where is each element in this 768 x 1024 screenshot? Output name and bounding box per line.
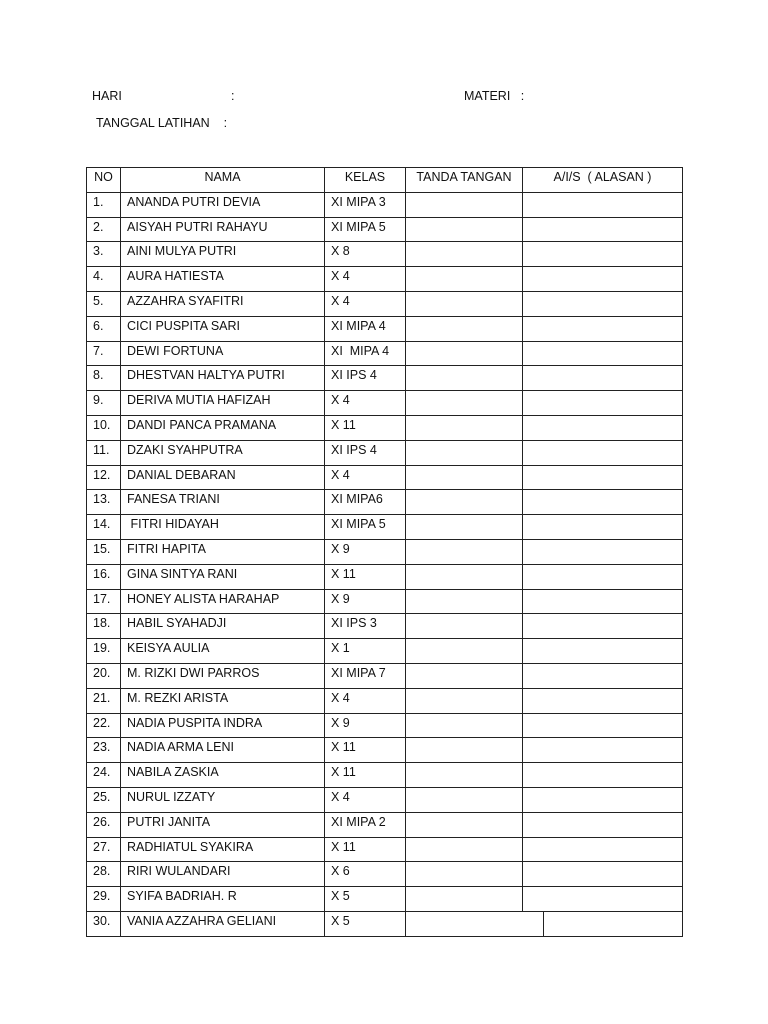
row-ais-alasan [523, 217, 683, 242]
row-no: 27. [87, 837, 121, 862]
row-tanda-tangan [406, 192, 523, 217]
table-row [87, 862, 683, 887]
hari-label: HARI [92, 89, 122, 103]
row-no: 29. [87, 887, 121, 912]
row-kelas: XI MIPA 5 [325, 515, 406, 540]
row-kelas: X 11 [325, 415, 406, 440]
row-tanda-tangan [406, 490, 523, 515]
table-row [87, 713, 683, 738]
tanggal-latihan-label: TANGGAL LATIHAN : [96, 116, 228, 130]
row-kelas: XI IPS 4 [325, 440, 406, 465]
row-ais-alasan [523, 316, 683, 341]
row-nama: CICI PUSPITA SARI [121, 316, 325, 341]
attendance-table [86, 167, 683, 937]
row-kelas: X 4 [325, 291, 406, 316]
row-nama: M. REZKI ARISTA [121, 688, 325, 713]
row-no: 30. [87, 911, 121, 936]
row-tanda-tangan [406, 242, 523, 267]
table-row [87, 341, 683, 366]
row-kelas: X 9 [325, 539, 406, 564]
row-nama: NURUL IZZATY [121, 787, 325, 812]
row-no: 28. [87, 862, 121, 887]
table-row [87, 812, 683, 837]
table-row [87, 564, 683, 589]
row-nama: AINI MULYA PUTRI [121, 242, 325, 267]
row-tanda-tangan [406, 787, 523, 812]
table-row [87, 217, 683, 242]
row-nama: DHESTVAN HALTYA PUTRI [121, 366, 325, 391]
row-ais-alasan [523, 490, 683, 515]
row-tanda-tangan [406, 391, 523, 416]
row-tanda-tangan [406, 639, 523, 664]
row-ais-alasan [523, 291, 683, 316]
table-row [87, 291, 683, 316]
row-no: 9. [87, 391, 121, 416]
row-no: 23. [87, 738, 121, 763]
row-ais-alasan [523, 366, 683, 391]
row-no: 7. [87, 341, 121, 366]
row-ais-alasan [523, 415, 683, 440]
table-row [87, 911, 683, 936]
row-tanda-tangan [406, 589, 523, 614]
table-row [87, 887, 683, 912]
row-kelas: X 11 [325, 564, 406, 589]
row-kelas: X 11 [325, 738, 406, 763]
row-tanda-tangan [406, 763, 523, 788]
row-tanda-tangan [406, 887, 523, 912]
row-nama: DANIAL DEBARAN [121, 465, 325, 490]
row-nama: ANANDA PUTRI DEVIA [121, 192, 325, 217]
table-row [87, 763, 683, 788]
row-tanda-tangan [406, 539, 523, 564]
row-no: 17. [87, 589, 121, 614]
row-tanda-tangan [406, 663, 523, 688]
row-kelas: X 5 [325, 887, 406, 912]
row-ais-alasan [523, 688, 683, 713]
row-no: 22. [87, 713, 121, 738]
row-ais-alasan [523, 589, 683, 614]
row-ais-alasan [523, 391, 683, 416]
row-kelas: XI IPS 4 [325, 366, 406, 391]
row-no: 6. [87, 316, 121, 341]
row-ais-alasan [523, 614, 683, 639]
row-kelas: X 4 [325, 267, 406, 292]
row-tanda-tangan [406, 267, 523, 292]
row-kelas: XI MIPA6 [325, 490, 406, 515]
row-kelas: X 4 [325, 391, 406, 416]
row-tanda-tangan [406, 465, 523, 490]
materi-label: MATERI : [464, 89, 525, 103]
row-nama: SYIFA BADRIAH. R [121, 887, 325, 912]
row-tanda-tangan [406, 440, 523, 465]
row-no: 11. [87, 440, 121, 465]
table-row [87, 837, 683, 862]
row-no: 24. [87, 763, 121, 788]
col-header-no: NO [87, 168, 121, 193]
row-nama: AZZAHRA SYAFITRI [121, 291, 325, 316]
table-header-row [87, 168, 683, 193]
table-row [87, 787, 683, 812]
row-kelas: X 5 [325, 911, 406, 936]
row-no: 4. [87, 267, 121, 292]
row-no: 16. [87, 564, 121, 589]
row-no: 25. [87, 787, 121, 812]
row-nama: NABILA ZASKIA [121, 763, 325, 788]
row-nama: DZAKI SYAHPUTRA [121, 440, 325, 465]
table-row [87, 465, 683, 490]
row-nama: PUTRI JANITA [121, 812, 325, 837]
row-no: 12. [87, 465, 121, 490]
row-nama: HABIL SYAHADJI [121, 614, 325, 639]
row-tanda-tangan [406, 217, 523, 242]
row-ais-alasan [523, 564, 683, 589]
row-ais-alasan [523, 465, 683, 490]
row-kelas: XI MIPA 4 [325, 341, 406, 366]
row-nama: RIRI WULANDARI [121, 862, 325, 887]
row-no: 20. [87, 663, 121, 688]
row-ais-alasan [523, 515, 683, 540]
row-ais-alasan [523, 192, 683, 217]
row-no: 13. [87, 490, 121, 515]
cell-divider [543, 912, 544, 936]
row-no: 26. [87, 812, 121, 837]
table-row [87, 614, 683, 639]
row-nama: GINA SINTYA RANI [121, 564, 325, 589]
row-nama: KEISYA AULIA [121, 639, 325, 664]
row-tanda-tangan [406, 688, 523, 713]
table-row [87, 267, 683, 292]
row-kelas: X 9 [325, 713, 406, 738]
row-no: 10. [87, 415, 121, 440]
row-ais-alasan [523, 539, 683, 564]
table-row [87, 440, 683, 465]
row-ais-alasan [523, 341, 683, 366]
row-tanda-tangan [406, 713, 523, 738]
row-ais-alasan [523, 738, 683, 763]
row-nama: NADIA ARMA LENI [121, 738, 325, 763]
row-no: 3. [87, 242, 121, 267]
col-header-ais-alasan: A/I/S ( ALASAN ) [523, 168, 683, 193]
row-no: 21. [87, 688, 121, 713]
table-row [87, 316, 683, 341]
row-no: 14. [87, 515, 121, 540]
row-tanda-tangan [406, 862, 523, 887]
table-row [87, 415, 683, 440]
row-nama: DEWI FORTUNA [121, 341, 325, 366]
table-row [87, 515, 683, 540]
row-kelas: X 1 [325, 639, 406, 664]
col-header-kelas: KELAS [325, 168, 406, 193]
row-tanda-tangan [406, 614, 523, 639]
row-signature-reason-cell [406, 911, 683, 936]
table-row [87, 391, 683, 416]
col-header-nama: NAMA [121, 168, 325, 193]
row-ais-alasan [523, 837, 683, 862]
row-kelas: X 11 [325, 837, 406, 862]
row-kelas: XI MIPA 2 [325, 812, 406, 837]
row-tanda-tangan [406, 738, 523, 763]
row-ais-alasan [523, 812, 683, 837]
row-ais-alasan [523, 639, 683, 664]
row-ais-alasan [523, 787, 683, 812]
table-row [87, 688, 683, 713]
row-tanda-tangan [406, 291, 523, 316]
row-ais-alasan [523, 862, 683, 887]
row-ais-alasan [523, 440, 683, 465]
table-row [87, 639, 683, 664]
row-kelas: X 4 [325, 787, 406, 812]
col-header-tanda-tangan: TANDA TANGAN [406, 168, 523, 193]
row-nama: DANDI PANCA PRAMANA [121, 415, 325, 440]
row-tanda-tangan [406, 415, 523, 440]
row-nama: FITRI HIDAYAH [121, 515, 325, 540]
row-kelas: XI MIPA 7 [325, 663, 406, 688]
row-kelas: X 11 [325, 763, 406, 788]
row-ais-alasan [523, 887, 683, 912]
row-ais-alasan [523, 713, 683, 738]
row-no: 18. [87, 614, 121, 639]
row-ais-alasan [523, 242, 683, 267]
table-row [87, 589, 683, 614]
row-ais-alasan [523, 663, 683, 688]
row-no: 5. [87, 291, 121, 316]
row-nama: NADIA PUSPITA INDRA [121, 713, 325, 738]
row-kelas: X 9 [325, 589, 406, 614]
row-ais-alasan [523, 763, 683, 788]
table-row [87, 366, 683, 391]
table-row [87, 242, 683, 267]
row-nama: FANESA TRIANI [121, 490, 325, 515]
row-tanda-tangan [406, 564, 523, 589]
row-tanda-tangan [406, 515, 523, 540]
row-tanda-tangan [406, 812, 523, 837]
row-kelas: X 6 [325, 862, 406, 887]
row-no: 8. [87, 366, 121, 391]
table-row [87, 663, 683, 688]
row-kelas: XI MIPA 4 [325, 316, 406, 341]
row-kelas: XI MIPA 5 [325, 217, 406, 242]
row-kelas: X 4 [325, 465, 406, 490]
row-nama: FITRI HAPITA [121, 539, 325, 564]
table-row [87, 192, 683, 217]
row-no: 19. [87, 639, 121, 664]
row-nama: HONEY ALISTA HARAHAP [121, 589, 325, 614]
row-tanda-tangan [406, 837, 523, 862]
row-no: 2. [87, 217, 121, 242]
hari-colon: : [231, 89, 235, 103]
row-nama: VANIA AZZAHRA GELIANI [121, 911, 325, 936]
row-kelas: XI IPS 3 [325, 614, 406, 639]
row-ais-alasan [523, 267, 683, 292]
row-kelas: X 4 [325, 688, 406, 713]
row-no: 1. [87, 192, 121, 217]
table-row [87, 738, 683, 763]
row-nama: AISYAH PUTRI RAHAYU [121, 217, 325, 242]
row-tanda-tangan [406, 366, 523, 391]
row-kelas: XI MIPA 3 [325, 192, 406, 217]
table-row [87, 539, 683, 564]
row-nama: DERIVA MUTIA HAFIZAH [121, 391, 325, 416]
row-nama: AURA HATIESTA [121, 267, 325, 292]
row-nama: RADHIATUL SYAKIRA [121, 837, 325, 862]
row-nama: M. RIZKI DWI PARROS [121, 663, 325, 688]
row-tanda-tangan [406, 316, 523, 341]
row-no: 15. [87, 539, 121, 564]
table-row [87, 490, 683, 515]
row-tanda-tangan [406, 341, 523, 366]
row-kelas: X 8 [325, 242, 406, 267]
